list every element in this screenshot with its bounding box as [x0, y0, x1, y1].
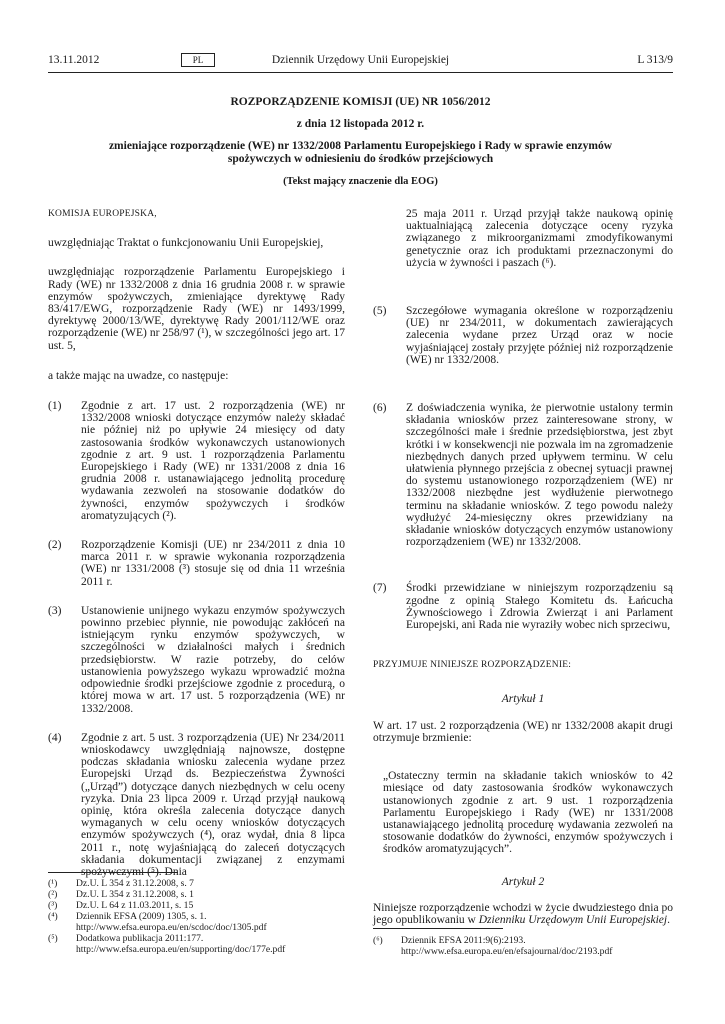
- footnote: [48, 911, 345, 933]
- header-date: 13.11.2012: [48, 54, 100, 66]
- whereas-intro: a także mając na uwadze, co następuje:: [48, 369, 229, 382]
- page-header: [48, 50, 673, 72]
- regulation-title-block: [48, 96, 673, 197]
- footnote-number: (⁴): [48, 911, 58, 922]
- recital-text: Szczegółowe wymagania określone w rozporządzeniu (UE) nr 234/2011, w dokumentach zawierających zalecenia wydane przez Urząd oraz w nocie wyjaśniającej zostały przyjęte później niż rozporządzenie (WE) nr 1332/2008.: [406, 305, 673, 366]
- footnote-number: (⁵): [48, 933, 58, 944]
- footnote: [48, 878, 345, 889]
- recital-text: Zgodnie z art. 5 ust. 3 rozporządzenia (UE) Nr 234/2011 wnioskodawcy uwzględniają najnowsze, dostępne podczas składania wniosku zalecenia wydane przez Europejski Urząd ds. Bezpieczeństwa Żywności („Urząd”) dotyczące danych niezbędnych w celu oceny ryzyka. Dnia 23 lipca 2009 r. Urząd przyjął naukową opinię, która określa zalecenia dotyczące danych wymaganych w celu oceny wniosków dotyczących enzymów spożywczych (⁴), oraz wydał, dnia 8 lipca 2011 r., notę wyjaśniającą do zaleceń dotyczących składania dokumentacji związanej z enzymami spożywczymi (⁵). Dnia: [81, 731, 345, 878]
- left-footnotes: [48, 878, 345, 955]
- recital: [373, 305, 673, 366]
- footnote-text: Dz.U. L 354 z 31.12.2008, s. 7: [76, 878, 194, 889]
- recital: [48, 539, 345, 588]
- article-2-text-b: .: [667, 913, 670, 926]
- footnote-text: Dziennik EFSA (2009) 1305, s. 1. http://www.efsa.europa.eu/en/scdoc/doc/1305.pdf: [76, 911, 267, 933]
- article-2-title: Artykuł 2: [501, 875, 545, 888]
- right-footnotes: [373, 935, 673, 957]
- article-2-text-a: Niniejsze rozporządzenie wchodzi w życie dwudziestego dnia po jego opublikowaniu w: [373, 901, 673, 926]
- recital-text: Środki przewidziane w niniejszym rozporządzeniu są zgodne z opinią Stałego Komitetu ds. Łańcucha Żywnościowego i Zdrowia Zwierząt i ani Parlament Europejski, ani Rada nie wyraziły wobec nich sprzeciwu,: [406, 582, 673, 632]
- article-2-text: [373, 902, 673, 926]
- footnote-text: Dziennik EFSA 2011:9(6):2193. http://www.efsa.europa.eu/en/efsajournal/doc/2193.pdf: [401, 935, 613, 957]
- article-1-quote: „Ostateczny termin na składanie takich wniosków to 42 miesiące od daty zastosowania środków wykonawczych ustanowionych zgodnie z art. 9 ust. 1 rozporządzenia Parlamentu Europejskiego i Rady (WE) nr 1331/2008 ustanawiającego jednolitą procedurę wydawania zezwoleń na stosowanie dodatków do żywności, enzymów spożywczych i środków aromatyzujących”.: [383, 770, 673, 856]
- footnote: [48, 933, 345, 955]
- recital-text: Z doświadczenia wynika, że pierwotnie ustalony termin składania wniosków przez zainteresowane strony, w szczególności małe i średnie przedsiębiorstwa, jest zbyt krótki i w konsekwencji nie pozwala im na zgromadzenie niezbędnych danych przed upływem terminu. W celu ułatwienia płynnego przejścia z obecnej sytuacji prawnej do systemu ustanowionego rozporządzeniem (WE) nr 1332/2008 niezbędne jest wydłużenie pierwotnego terminu na składanie wniosków. Z tego powodu należy wydłużyć 24-miesięczny okres przewidziany na składanie wniosków dotyczących enzymów ustanowiony rozporządzeniem (WE) nr 1332/2008.: [406, 402, 673, 549]
- adopts-heading: PRZYJMUJE NINIEJSZE ROZPORZĄDZENIE:: [373, 660, 572, 671]
- recital: [373, 582, 673, 631]
- footnote-number: (²): [48, 889, 58, 900]
- recital-number: (1): [48, 400, 62, 413]
- recital: [48, 732, 345, 878]
- footnote-text: Dodatkowa publikacja 2011:177. http://www.efsa.europa.eu/en/supporting/doc/177e.pdf: [76, 933, 286, 955]
- recital: [48, 400, 345, 522]
- recital-number: (5): [373, 305, 387, 318]
- citation-regulation: uwzględniając rozporządzenie Parlamentu Europejskiego i Rady (WE) nr 1332/2008 z dnia 16 grudnia 2008 r. w sprawie enzymów spożywczych, zmieniające dyrektywę Rady 83/417/EWG, rozporządzenie Rady (WE) nr 1493/1999, dyrektywę 2000/13/WE, dyrektywę Rady 2001/112/WE oraz rozporządzenie (WE) nr 258/97 (¹), w szczególności jego art. 17 ust. 5,: [48, 266, 345, 352]
- recital-number: (4): [48, 731, 62, 744]
- regulation-title: ROZPORZĄDZENIE KOMISJI (UE) NR 1056/2012: [230, 96, 491, 108]
- recital-text: Zgodnie z art. 17 ust. 2 rozporządzenia (WE) nr 1332/2008 wnioski dotyczące enzymów należy składać nie później niż po upływie 24 miesięcy od daty zastosowania środków wykonawczych ustanowionych zgodnie z art. 9 ust. 1 rozporządzenia Parlamentu Europejskiego i Rady (WE) nr 1331/2008 z dnia 16 grudnia 2008 r. ustanawiającego jednolitą procedurę wydawania zezwoleń na stosowanie dodatków do żywności, enzymów spożywczych i środków aromatyzujących (²).: [81, 400, 345, 522]
- commission-heading: KOMISJA EUROPEJSKA,: [48, 209, 157, 219]
- recital-number: (6): [373, 402, 387, 415]
- right-column: [373, 208, 673, 926]
- footnote: [48, 889, 345, 900]
- regulation-subject: zmieniające rozporządzenie (WE) nr 1332/2008 Parlamentu Europejskiego i Rady w sprawie enzymów spożywczych w odniesieniu do środków przejściowych: [108, 140, 613, 165]
- journal-title: Dziennik Urzędowy Unii Europejskiej: [271, 54, 450, 66]
- page-number: L 313/9: [637, 54, 673, 66]
- footnote-rule: [48, 872, 178, 873]
- footnote-text: Dz.U. L 354 z 31.12.2008, s. 1: [76, 889, 194, 900]
- recital-text: Rozporządzenie Komisji (UE) nr 234/2011 z dnia 10 marca 2011 r. w sprawie wykonania rozporządzenia (WE) nr 1331/2008 (³) stosuje się od dnia 11 września 2011 r.: [81, 539, 345, 588]
- footnote-number: (⁶): [373, 935, 383, 946]
- footnote-number: (¹): [48, 878, 58, 889]
- recital-number: (7): [373, 582, 387, 595]
- footnote: [48, 900, 345, 911]
- citation-treaty: uwzględniając Traktat o funkcjonowaniu Unii Europejskiej,: [48, 237, 324, 250]
- recital-text: Ustanowienie unijnego wykazu enzymów spożywczych powinno przebiec płynnie, nie powodując zakłóceń na istniejącym rynku enzymów spożywczych, w szczególności w działalności małych i średnich przedsiębiorstw. W razie potrzeby, do celów ustanowienia powyższego wykazu wprowadzić można odpowiednie środki przejściowe zgodnie z procedurą, o której mowa w art. 17 ust. 5 rozporządzenia (WE) nr 1332/2008.: [81, 604, 345, 715]
- recital-continuation: 25 maja 2011 r. Urząd przyjął także naukową opinię uaktualniającą zalecenia dotyczące oceny ryzyka związanego z mikroorganizmami zmodyfikowanymi genetycznie oraz ich produktami przeznaczonymi do użycia w żywności i paszach (⁶).: [406, 208, 673, 269]
- regulation-date: z dnia 12 listopada 2012 r.: [296, 118, 425, 130]
- left-column: [48, 208, 345, 895]
- footnote-number: (³): [48, 900, 58, 911]
- footnote: [373, 935, 673, 957]
- recital-number: (3): [48, 604, 62, 617]
- footnote-text: Dz.U. L 64 z 11.03.2011, s. 15: [76, 900, 194, 911]
- footnote-rule: [373, 928, 503, 929]
- article-1-title: Artykuł 1: [501, 693, 545, 706]
- article-1-text: W art. 17 ust. 2 rozporządzenia (WE) nr 1332/2008 akapit drugi otrzymuje brzmienie:: [373, 719, 673, 744]
- header-rule: [48, 72, 673, 73]
- recital: [48, 605, 345, 715]
- language-badge: PL: [181, 53, 215, 67]
- recital-number: (2): [48, 539, 62, 552]
- journal-name-italic: Dzienniku Urzędowym Unii Europejskiej: [478, 913, 668, 926]
- eea-relevance: (Tekst mający znaczenie dla EOG): [283, 176, 438, 187]
- recital: [373, 402, 673, 548]
